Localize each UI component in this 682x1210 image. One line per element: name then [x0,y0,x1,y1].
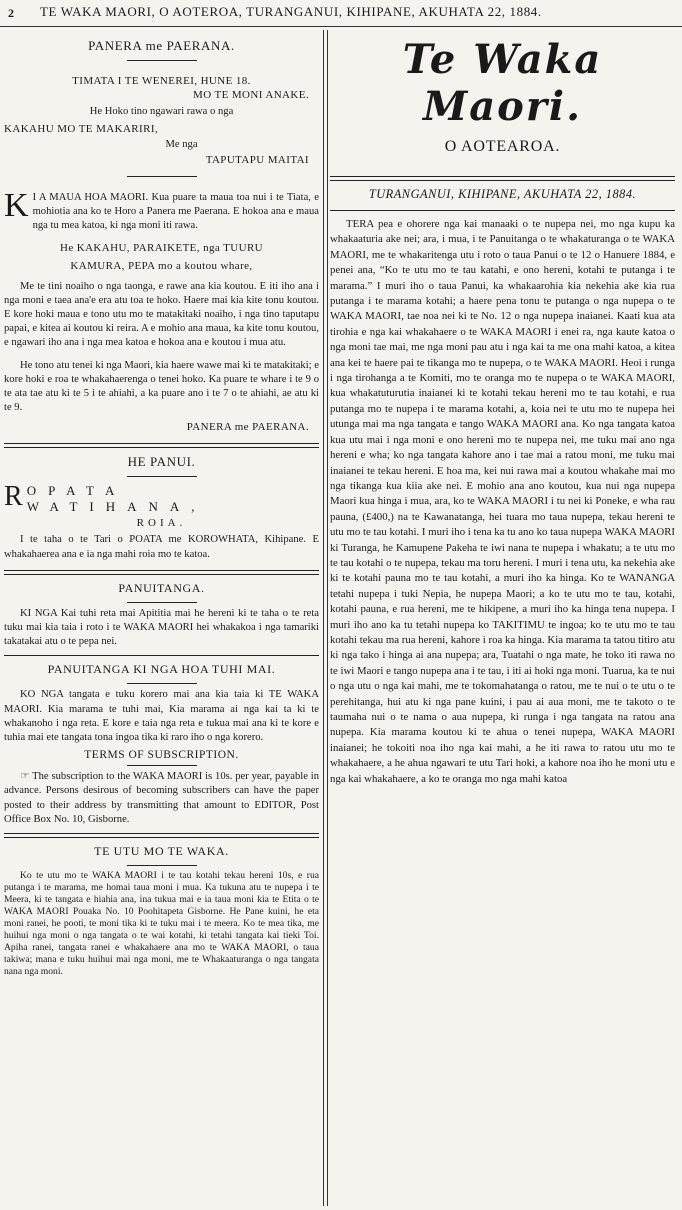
drop-cap: R [4,481,23,513]
ad-panera-line3: He Hoko tino ngawari rawa o nga [89,106,234,117]
ad-hoa-tuhi-title: PANUITANGA KI NGA HOA TUHI MAI. [47,662,276,677]
ad-panera-para3: He tono atu tenei ki nga Maori, kia haere wawe mai ki te matakitaki; e kore hoki e roa te whakahaerenga o tenei hoko. Ka puare te whare i te 9 o te ata tae atu ki te 5 i te ahiahi, a ka puare ano i te 7 o te ahiahi, ae atu ki te 9. [4,359,319,414]
ad-panui-para: I te taha o te Tari o POATA me KOROWHATA, Kihipane. E whakahaerea ana e ia nga mahi roia mo te katoa. [4,534,319,560]
masthead-rule [330,176,675,181]
ad-panera-line6: TAPUTAPU MAITAI [205,154,309,166]
divider [127,176,197,177]
ad-panui-name [4,483,319,515]
ad-panera-heading3: KAMURA, PEPA mo a koutou whare, [70,259,253,272]
running-header [0,0,682,27]
left-column [4,34,319,1204]
masthead-subtitle: O AOTEAROA. [444,138,561,155]
page-number: 2 [8,6,14,20]
column-divider [323,30,328,1206]
ad-panera-line1: TIMATA I TE WENEREI, HUNE 18. [72,75,251,87]
editorial-text: TERA pea e ohorere nga kai manaaki o te nupepa nei, mo nga kupu ka whakaaturia ake nei; ara, i mua, i te Panuitanga o te whakaturanga o te WAKA MAORI, me te whakaritenga utu i roto o taua Panui o te 12 o Hanuere 1884, e penei ana, “Ko te utu mo te tau katahi, e ono hereni, kotahi te putanga i te marama.” I muri iho o taua Panui, ka whakaarohia kia nekehia ake kia rua putanga i te marama kotahi; a haere pena tonu te putanga o nga nupepa o te WAKA MAORI, tae noa nei ki te No. 12 o nga nupepa inaianei. Kaati kua ata tirohia e nga kai whakahaere o te WAKA MAORI i enei ra, nga kaute katoa o nga moni tae mai, me nga moni pau atu i nga kai ta me ona mahi katoa, a kitea ana kei te haere pai te tikanga mo te nupepa, o te WAKA MAORI. Heoi i runga i nga tirohanga a te Komiti, mo te oranga mo te nupepa o te WAKA MAORI, kua whakatuturutia inaianei ki te kotahi tekau hereni mo te tau kotahi, e rua putanga mo te nupepa i te marama kotahi, a, koia nei te utu mo te nupepa hei utunga mai ma nga tangata e tango WAKA MAORI ana. Ko nga tangata katoa kua utu mai i nga moni e ono hereni mo te nupepa nei, me tuku mai ano nga hereni e wha; ko nga tangata kahore ano i tae mai a ratou moni, me tuku mai inaianei te tekau hereni. E hoa ma, kei nui rawa mai a koutou whakahe mai mo nga tikanga kua kiia ake nei. E mohio ana ano koutou, kua nui nga nupepa Maori kua hinga i mua, ara, ko te WAKA MAORI i tu nei ki Poneke, e wha rau pauna, (£400,) na te Kawanatanga, hei tuara mo taua nupepa, tekau hereni te utu mo te tau kotahi. I muri iho i tena ka tu ano ko taua nupepa WAKA MAORI ki Turanga, he Kamupene Pakeha te iwi nana te nupepa i whakatu; a te utu mo te tau kotahi o te nupepa, tekau ma toru hereni. I muri i tena utu, ka nekehia ake ki te kotahi pauna mo te tau kotahi, a muri iho ka hinga. Ko te WANANGA tetahi nupepa i tuki Nepia, he nupepa Maori; a ko te utu mo te tau, kotahi, kotahi pauna, e rua hereni, me te hikipene, a muri iho ka hinga tena nupepa. I muri iho ano ka tu tetahi nupepa ko TAKITIMU te ingoa; ko te utu mo te tau kotahi tekau ma rua hereni, kahore i roa ka hinga. Kia marama ta tatou titiro atu ki nga tako i hinga ai ana nupepa; ara, Tuatahi o nga mate, he toko iti rawa no te iwi Maori e tango nupepa ana i te tau, i iti ai hoki nga moni. Tuarua, ka te nui o nga utu o nga kai mahi, me te tokomahatanga o ratou, me te nui o te utu o te perehitanga, hui atu ki nga pane kuini, i pau ai aua moni, me te takoto o te taumaha nui o te nama o aua nupepa, ki runga i nga tangata na ratou ana nupepa. Kia marama koutou ki te ahua o tenei nupepa, WAKA MAORI inaianei; he tokoiti noa iho nga kai mahi, a he iti rawa to ratou utu mo te whakahaere, a he ahua ngawari te utu Tari hoki, a kahore noa iho he moni utu e nga kai whakahaere, a ko te oranga mo nga mahi katoa [330,218,675,785]
ad-panera-line2: MO TE MONI ANAKE. [193,89,309,101]
ad-panui-name-text: OPATA WATIHANA, [26,483,207,515]
ad-panuitanga-para: KI NGA Kai tuhi reta mai Apititia mai he hereni ki te taha o te reta tuku mai kia taia i roto i te WAKA MAORI hei whakakoa i nga tamariki takatakai atu o te pepa nei. [4,607,319,648]
section-rule [4,443,319,448]
ad-panera-signature: PANERA me PAERANA. [186,421,309,434]
divider [127,476,197,477]
ad-panera-body [4,187,319,234]
subscription-title: TERMS OF SUBSCRIPTION. [84,749,239,762]
dateline: TURANGANUI, KIHIPANE, AKUHATA 22, 1884. [368,187,637,201]
masthead: Te Waka Maori. [402,36,603,130]
ad-hoa-tuhi-para: KO NGA tangata e tuku korero mai ana kia taia ki TE WAKA MAORI. Kia marama te tuhi mai, Kia marama ai nga kai ta ki te whakanoho i nga reta. E kore e taia nga reta e tukua mai ana ki te kore e tuhia mai ete tangata tona ingoa tika ki raro iho o nga korero. [4,689,319,744]
drop-cap: K [4,187,29,224]
divider [127,60,197,61]
divider [127,602,197,603]
divider [127,683,197,684]
subscription-para: ☞ The subscription to the WAKA MAORI is 10s. per year, payable in advance. Persons desirous of becoming subscribers can have the paper posted to their address by transmitting that amount to EDITOR, Post Office Box No. 10, Gisborne. [4,771,319,825]
divider [127,865,197,866]
ad-panera-title: PANERA me PAERANA. [88,38,235,53]
ad-panui-role: ROIA. [136,517,187,530]
right-column [330,34,675,1204]
dateline-rule [330,210,675,211]
ad-panui-title: HE PANUI. [127,454,196,470]
divider [127,765,197,766]
utu-para: Ko te utu mo te WAKA MAORI i te tau kotahi tekau hereni 10s, e rua putanga i te marama, me homai taua moni i mua. Ka tukuna atu te nupepa i te Meera, ki te tangata e hiahia ana, ina tukua mai e ia taua moni kia te Etita o te WAKA MAORI Pouaka No. 10 Poohitapeta Gisborne. He Pane kuini, he eta moni ranei, he pooti, te moni tika ki te tuku mai i te meera. Ko te mea tika, me huihui nga moni o nga tangata o te wai kotahi, ki tetahi tangata kai tieki Toi. Apiha ranei, tangata ranei e whakahaere ana mo te WAKA MAORI, o taua takiwa; mana e tuku huihui mai nga moni, me te Whakaaturanga o nga tangata nana nga moni. [4,870,319,978]
utu-title: TE UTU MO TE WAKA. [94,844,229,859]
ad-panera-line5: Me nga [165,139,198,150]
section-rule [4,570,319,575]
ad-panera-heading2: He KAKAHU, PARAIKETE, nga TUURU [59,241,264,254]
ad-panera-line4: KAKAHU MO TE MAKARIRI, [4,123,159,135]
section-rule [4,655,319,656]
ad-panera-para2: Me te tini noaiho o nga taonga, e rawe ana kia koutou. E iti iho ana i nga moni e taea ana'e era atu toa te hoko. Haere mai kia kite tonu koutou. E kore hoki maua e tono utu mo te matakitaki noaiho, i nga tino taputapu papai, e kitea ai koutou ki reira. A e mohio ana maua, ka kite tonu koutou, e ngawari iho ana i nga mea katoa e hokoa ana e koutou i mua atu. [4,280,319,349]
ad-panera-para1: I A MAUA HOA MAORI. Kua puare ta maua toa nui i te Tiata, e mohiotia ana ko te Horo a Panera me Paerana. E hokoa ana e maua nga tu mea katoa, ki nga moni iti rawa. [32,192,319,232]
section-rule [4,833,319,838]
editorial-article [330,217,675,787]
ad-panuitanga-title: PANUITANGA. [118,580,205,595]
running-title: TE WAKA MAORI, O AOTEROA, TURANGANUI, KIHIPANE, AKUHATA 22, 1884. [40,4,542,19]
